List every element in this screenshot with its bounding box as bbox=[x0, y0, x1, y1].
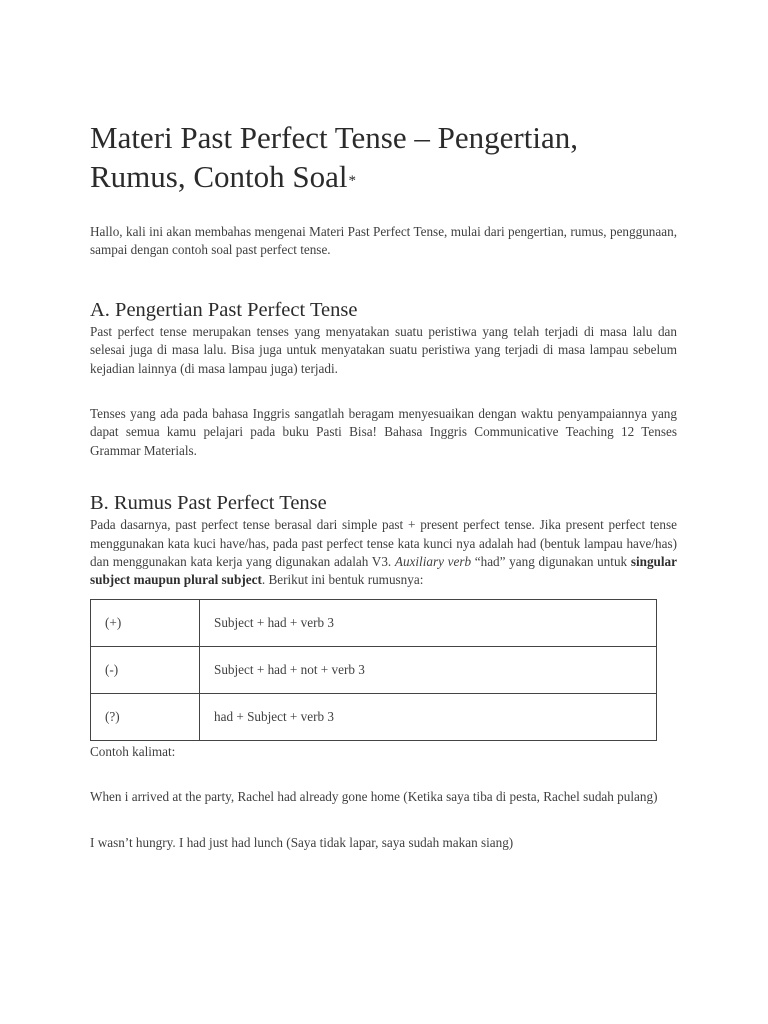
formula-symbol: (+) bbox=[91, 599, 200, 646]
article-title bbox=[90, 118, 677, 201]
intro-paragraph: Hallo, kali ini akan membahas mengenai Materi Past Perfect Tense, mulai dari pengertian, rumus, penggunaan, sampai dengan contoh soal past perfect tense. bbox=[90, 224, 677, 258]
section-b-heading: B. Rumus Past Perfect Tense bbox=[90, 492, 327, 515]
examples-label: Contoh kalimat: bbox=[90, 743, 176, 759]
formula-symbol: (?) bbox=[91, 693, 200, 740]
example-sentence-2: I wasn’t hungry. I had just had lunch (Saya tidak lapar, saya sudah makan siang) bbox=[90, 834, 514, 850]
section-a-paragraph-1: Past perfect tense merupakan tenses yang menyatakan suatu peristiwa yang telah terjadi di masa lalu dan selesai juga di masa lalu. Bisa juga untuk menyatakan suatu peristiwa yang terjadi di masa lampau sebelum kejadian lainnya (di masa lampau juga) terjadi. bbox=[90, 323, 677, 376]
section-b-text-2: “had” yang digunakan untuk bbox=[471, 554, 631, 570]
section-b-text-3: . Berikut ini bentuk rumusnya: bbox=[261, 572, 424, 588]
section-b-paragraph bbox=[90, 516, 677, 590]
title-text: Materi Past Perfect Tense – Pengertian, Rumus, Contoh Soal bbox=[90, 120, 578, 194]
title-mark: * bbox=[348, 173, 357, 189]
example-sentence-1: When i arrived at the party, Rachel had already gone home (Ketika saya tiba di pesta, Rachel sudah pulang) bbox=[90, 789, 658, 805]
formula-table bbox=[90, 599, 657, 741]
formula-row-negative bbox=[91, 646, 657, 693]
formula-row-interrogative bbox=[91, 693, 657, 740]
section-a-heading: A. Pengertian Past Perfect Tense bbox=[90, 298, 358, 321]
auxiliary-verb-term: Auxiliary verb bbox=[394, 554, 472, 570]
section-a-paragraph-2: Tenses yang ada pada bahasa Inggris sangatlah beragam menyesuaikan dengan waktu penyampaiannya yang dapat semua kamu pelajari pada buku Pasti Bisa! Bahasa Inggris Communicative Teaching 12 Tenses Grammar Materials. bbox=[90, 406, 677, 458]
section-b-text-1: Pada dasarnya, past perfect tense berasal dari simple past + present perfect tense. Jika present perfect tense menggunakan kata kuci have/has, pada past perfect tense kata kunci nya adalah had (bentuk lampau have/has) dan menggunakan kata kerja yang digunakan adalah V3. bbox=[90, 517, 677, 570]
formula-pattern: Subject + had + verb 3 bbox=[200, 599, 657, 646]
formula-symbol: (-) bbox=[91, 646, 200, 693]
formula-row-positive bbox=[91, 599, 657, 646]
subject-emphasis: singular subject maupun plural subject bbox=[90, 554, 677, 588]
formula-pattern: Subject + had + not + verb 3 bbox=[200, 646, 657, 693]
article-body bbox=[90, 118, 677, 852]
formula-pattern: had + Subject + verb 3 bbox=[200, 693, 657, 740]
